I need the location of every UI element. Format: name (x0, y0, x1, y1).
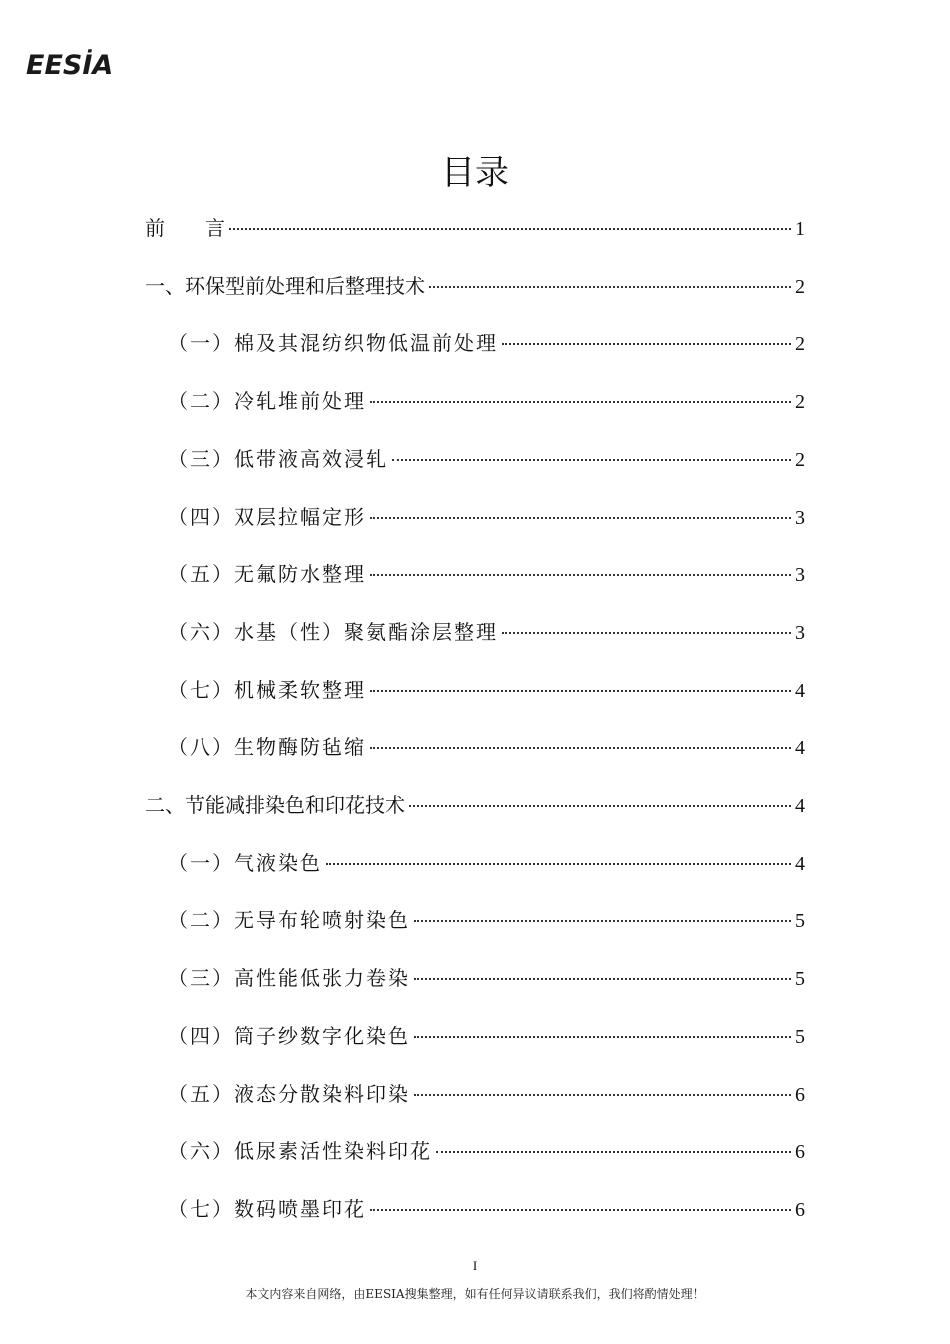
toc-entry-page: 6 (795, 1084, 805, 1106)
toc-entry[interactable] (145, 790, 805, 820)
page-number: I (472, 1258, 478, 1273)
toc-entry-page: 6 (795, 1199, 805, 1221)
toc-entry[interactable] (145, 271, 805, 301)
toc-entry-page: 5 (795, 968, 805, 990)
toc-entry[interactable] (168, 732, 805, 762)
toc-entry-page: 2 (795, 276, 805, 298)
toc-entry-page: 2 (795, 391, 805, 413)
toc-entry-page: 5 (795, 1026, 805, 1048)
toc-entry-label: 二、节能减排染色和印花技术 (145, 793, 405, 817)
toc-entry[interactable] (168, 328, 805, 358)
toc-entry[interactable] (145, 213, 805, 243)
toc-entry-page: 2 (795, 333, 805, 355)
toc-entry[interactable] (168, 617, 805, 647)
toc-leader-dots (370, 747, 791, 749)
toc-leader-dots (326, 863, 791, 865)
toc-entry-label: （一）气液染色 (168, 851, 322, 875)
toc-entry-label: （五）液态分散染料印染 (168, 1082, 410, 1106)
toc-leader-dots (370, 574, 791, 576)
toc-entry-page: 5 (795, 910, 805, 932)
toc-entry-page: 4 (795, 737, 805, 759)
toc-entry-page: 1 (795, 218, 805, 240)
toc-entry-label: （五）无氟防水整理 (168, 562, 366, 586)
toc-entry-label: （六）水基（性）聚氨酯涂层整理 (168, 620, 498, 644)
toc-entry[interactable] (168, 386, 805, 416)
toc-entry-page: 3 (795, 564, 805, 586)
toc-leader-dots (370, 401, 791, 403)
toc-entry-page: 3 (795, 507, 805, 529)
toc-entry[interactable] (168, 1194, 805, 1224)
toc-entry[interactable] (168, 963, 805, 993)
toc-leader-dots (436, 1151, 791, 1153)
toc-leader-dots (502, 632, 791, 634)
footer-note: 本文内容来自网络，由EESIA搜集整理，如有任何异议请联系我们，我们将酌情处理！ (245, 1287, 705, 1301)
toc-leader-dots (229, 228, 791, 230)
toc-entry[interactable] (168, 675, 805, 705)
toc-entry-page: 3 (795, 622, 805, 644)
toc-leader-dots (414, 920, 791, 922)
toc-leader-dots (392, 459, 791, 461)
toc-entry-page: 4 (795, 795, 805, 817)
toc-leader-dots (414, 1036, 791, 1038)
toc-entry-label: （二）无导布轮喷射染色 (168, 908, 410, 932)
toc-entry-page: 4 (795, 853, 805, 875)
toc-entry-label: （三）高性能低张力卷染 (168, 966, 410, 990)
toc-entry-label: （七）数码喷墨印花 (168, 1197, 366, 1221)
toc-entry-page: 6 (795, 1141, 805, 1163)
page-title: 目录 (441, 153, 509, 193)
toc-entry-label: （四）筒子纱数字化染色 (168, 1024, 410, 1048)
toc-leader-dots (414, 978, 791, 980)
eesia-logo: EESİA (26, 50, 114, 81)
toc-leader-dots (409, 805, 791, 807)
toc-entry-page: 2 (795, 449, 805, 471)
toc-entry-label: （八）生物酶防毡缩 (168, 735, 366, 759)
toc-entry[interactable] (168, 502, 805, 532)
toc-entry[interactable] (168, 1021, 805, 1051)
toc-entry[interactable] (168, 444, 805, 474)
toc-entry[interactable] (168, 848, 805, 878)
toc-entry-page: 4 (795, 680, 805, 702)
toc-entry-label: （二）冷轧堆前处理 (168, 389, 366, 413)
toc-entry-label: （七）机械柔软整理 (168, 678, 366, 702)
toc-entry-label: 一、环保型前处理和后整理技术 (145, 274, 425, 298)
toc-entry-label: （四）双层拉幅定形 (168, 505, 366, 529)
toc-leader-dots (370, 517, 791, 519)
toc-leader-dots (429, 286, 791, 288)
toc-leader-dots (370, 690, 791, 692)
toc-entry[interactable] (168, 905, 805, 935)
toc-leader-dots (370, 1209, 791, 1211)
toc-leader-dots (502, 343, 791, 345)
toc-entry[interactable] (168, 559, 805, 589)
toc-entry-label: （六）低尿素活性染料印花 (168, 1139, 432, 1163)
toc-leader-dots (414, 1094, 791, 1096)
toc-entry[interactable] (168, 1079, 805, 1109)
toc-entry-label: （三）低带液高效浸轧 (168, 447, 388, 471)
toc-entry-label: （一）棉及其混纺织物低温前处理 (168, 331, 498, 355)
toc-entry[interactable] (168, 1136, 805, 1166)
toc-entry-label: 前 言 (145, 216, 225, 240)
